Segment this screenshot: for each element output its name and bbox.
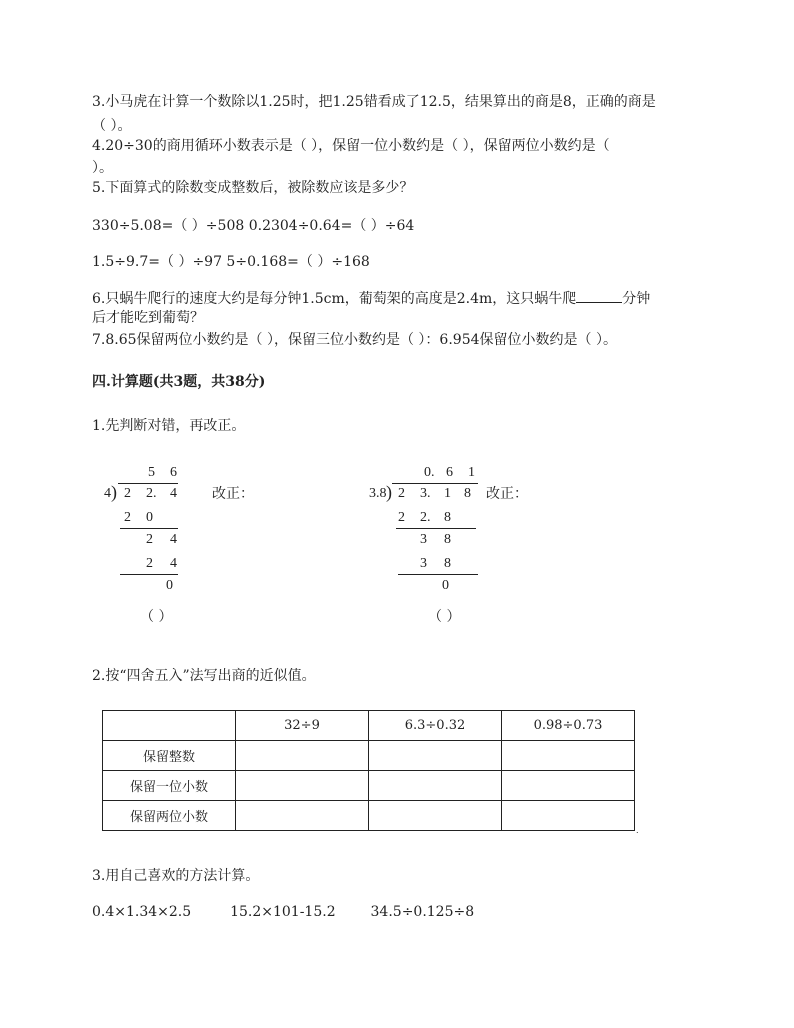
div1-dividend-digit: 4 [170, 486, 177, 501]
div2-remainder: 0 [442, 578, 449, 593]
table-row [103, 801, 635, 831]
div1-step-digit: 2 [146, 532, 153, 547]
div1-correct-label: 改正： [212, 487, 254, 502]
q6-part2: 分钟 [622, 291, 651, 307]
div1-dividend-digit: 2. [146, 486, 157, 501]
div1-vinculum [118, 483, 178, 484]
div1-step-digit: 4 [170, 556, 177, 571]
answer-cell[interactable] [369, 771, 502, 801]
answer-cell[interactable] [502, 801, 635, 831]
expr: 15.2×101-15.2 [230, 904, 336, 920]
div1-judge-paren[interactable]: （ ） [140, 609, 173, 625]
table-row-label: 保留两位小数 [103, 801, 236, 831]
div1-step-digit: 0 [146, 510, 153, 525]
div1-step-digit: 2 [146, 556, 153, 571]
div1-line [120, 574, 178, 575]
div2-quotient-digit: 0. [424, 465, 435, 480]
div2-quotient-digit: 6 [446, 465, 453, 480]
div1-quotient-digit: 5 [148, 465, 155, 480]
div2-quotient-digit: 1 [468, 465, 475, 480]
answer-cell[interactable] [502, 771, 635, 801]
answer-cell[interactable] [236, 741, 369, 771]
calc-q2: 2.按“四舍五入”法写出商的近似值。 [92, 668, 316, 684]
expr: 0.4×1.34×2.5 [92, 904, 192, 920]
table-header-cell: 6.3÷0.32 [369, 711, 502, 741]
q6-line2: 后才能吃到葡萄？ [92, 310, 204, 326]
div2-line [396, 528, 476, 529]
q7-text: 7.8.65保留两位小数约是（ ），保留三位小数约是（ ）：6.954保留位小数约是（ ）。 [92, 332, 617, 348]
div2-bracket: ) [386, 482, 392, 502]
answer-cell[interactable] [236, 801, 369, 831]
div2-step-digit: 8 [444, 510, 451, 525]
calc-q3-exprs [92, 902, 474, 922]
q5-text: 5.下面算式的除数变成整数后，被除数应该是多少？ [92, 180, 414, 196]
q4-line1: 4.20÷30的商用循环小数表示是（ ），保留一位小数约是（ ），保留两位小数约是（ [92, 138, 610, 154]
section-title: 四.计算题(共3题，共38分) [92, 374, 266, 390]
div2-judge-paren[interactable]: （ ） [428, 609, 461, 625]
div2-step-digit: 3 [420, 556, 427, 571]
q6-blank[interactable] [576, 288, 622, 303]
stray-mark: . [636, 826, 639, 835]
div2-step-digit: 2 [398, 510, 405, 525]
expr: 34.5÷0.125÷8 [370, 904, 475, 920]
answer-cell[interactable] [502, 741, 635, 771]
div2-dividend-digit: 3. [420, 486, 431, 501]
table-header-cell: 32÷9 [236, 711, 369, 741]
answer-cell[interactable] [369, 741, 502, 771]
div1-step-digit: 4 [170, 532, 177, 547]
approx-table [102, 710, 635, 831]
div1-bracket: ) [111, 482, 117, 502]
table-header-row [103, 711, 635, 741]
q6-part1: 6.只蜗牛爬行的速度大约是每分钟1.5cm，葡萄架的高度是2.4m，这只蜗牛爬 [92, 291, 577, 307]
div2-step-digit: 8 [444, 532, 451, 547]
table-header-cell [103, 711, 236, 741]
div2-dividend-digit: 1 [444, 486, 451, 501]
q4-line2: ）。 [92, 160, 113, 176]
div2-step-digit: 3 [420, 532, 427, 547]
q6-line1 [92, 288, 650, 309]
div2-divisor: 3.8 [369, 486, 387, 501]
div2-dividend-digit: 2 [398, 486, 405, 501]
q3-line1: 3.小马虎在计算一个数除以1.25时，把1.25错看成了12.5，结果算出的商是8，正确的商是 [92, 94, 656, 110]
div2-correct-label: 改正： [486, 487, 528, 502]
div2-line [398, 574, 478, 575]
div2-step-digit: 8 [444, 556, 451, 571]
answer-cell[interactable] [369, 801, 502, 831]
div1-dividend-digit: 2 [124, 486, 131, 501]
div2-dividend-digit: 8 [464, 486, 471, 501]
div1-remainder: 0 [166, 578, 173, 593]
table-row-label: 保留整数 [103, 741, 236, 771]
div1-divisor: 4 [104, 486, 111, 501]
table-row [103, 741, 635, 771]
table-row [103, 771, 635, 801]
q5-row1: 330÷5.08=（ ）÷508 0.2304÷0.64=（ ）÷64 [92, 218, 415, 234]
div1-line [120, 528, 178, 529]
q3-line2: （ ）。 [92, 118, 132, 134]
div2-step-digit: 2. [420, 510, 431, 525]
div1-step-digit: 2 [124, 510, 131, 525]
q5-row2: 1.5÷9.7=（ ）÷97 5÷0.168=（ ）÷168 [92, 254, 370, 270]
table-header-cell: 0.98÷0.73 [502, 711, 635, 741]
table-row-label: 保留一位小数 [103, 771, 236, 801]
answer-cell[interactable] [236, 771, 369, 801]
calc-q1: 1.先判断对错，再改正。 [92, 418, 246, 434]
calc-q3: 3.用自己喜欢的方法计算。 [92, 868, 260, 884]
div1-quotient-digit: 6 [170, 465, 177, 480]
div2-vinculum [392, 483, 478, 484]
